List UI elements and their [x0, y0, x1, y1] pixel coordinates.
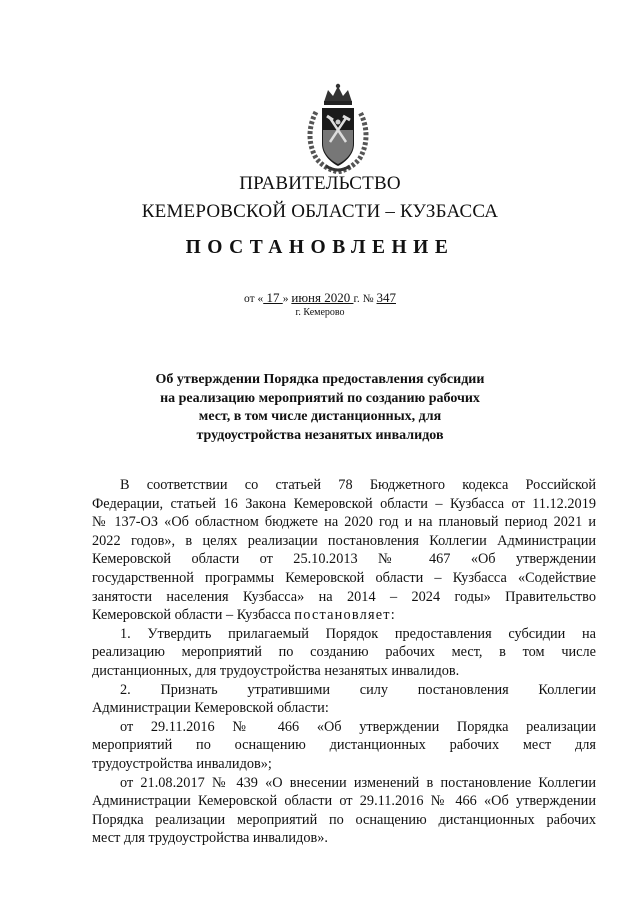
body-line: трудоустройства инвалидов»;: [92, 755, 272, 772]
body-line: Администрации Кемеровской области:: [92, 700, 329, 717]
body-line: В соответствии со статьей 78 Бюджетного кодекса Российской: [120, 477, 596, 493]
body-line: 2. Признать утратившими силу постановления Коллегии: [120, 681, 596, 698]
org-name-line-2: КЕМЕРОВСКОЙ ОБЛАСТИ – КУЗБАССА: [141, 201, 499, 222]
number-label: №: [362, 293, 374, 305]
document-body: [92, 476, 596, 848]
body-line: Порядка реализации мероприятий по оснащению дистанционных рабочих: [92, 811, 596, 828]
body-line: мероприятий по оснащению дистанционных рабочих мест для: [92, 737, 596, 754]
date-separator: »: [282, 293, 289, 305]
body-line: мест для трудоустройства инвалидов».: [92, 830, 328, 847]
body-line: государственной программы Кемеровской области – Кузбасса «Содействие: [92, 569, 596, 586]
body-line: 1. Утвердить прилагаемый Порядок предоставления субсидии на: [120, 625, 596, 642]
document-number: 347: [376, 290, 396, 305]
body-line: занятости населения Кузбасса» на 2014 – 2024 годы» Правительство: [92, 588, 596, 605]
title-line: трудоустройства незанятых инвалидов: [196, 427, 444, 443]
body-line: Федерации, статьей 16 Закона Кемеровской области – Кузбасса от 11.12.2019: [92, 495, 596, 512]
document-type: ПОСТАНОВЛЕНИЕ: [185, 237, 455, 258]
title-line: мест, в том числе дистанционных, для: [198, 409, 442, 424]
org-name-line-1: ПРАВИТЕЛЬСТВО: [239, 173, 401, 194]
body-text: Кемеровской области – Кузбасса: [92, 607, 295, 624]
body-line: от 29.11.2016 № 466 «Об утверждении Порядка реализации: [120, 718, 596, 735]
body-line: Кемеровской области от 25.10.2013 № 467 «Об утверждении: [92, 551, 596, 568]
body-line: дистанционных, для трудоустройства незанятых инвалидов.: [92, 662, 460, 679]
document-title: [0, 371, 640, 445]
date-from-label: от «: [243, 293, 264, 305]
title-line: на реализацию мероприятий по созданию рабочих: [160, 390, 480, 406]
city: г. Кемерово: [295, 307, 345, 318]
date-line: [0, 290, 640, 306]
date-day: 17: [263, 290, 283, 305]
body-line: [92, 606, 596, 625]
date-month-year: июня 2020: [291, 290, 354, 305]
year-suffix: г.: [353, 293, 360, 305]
body-line: № 137-ОЗ «Об областном бюджете на 2020 год и на плановый период 2021 и: [92, 514, 596, 531]
body-line: Администрации Кемеровской области от 29.11.2016 № 466 «Об утверждении: [92, 793, 596, 810]
resolves-word: постановляет:: [294, 607, 396, 624]
title-line: Об утверждении Порядка предоставления субсидии: [155, 372, 485, 387]
body-line: реализацию мероприятий по созданию рабочих мест, в том числе: [92, 644, 596, 661]
coat-of-arms-icon: [302, 82, 374, 174]
body-line: от 21.08.2017 № 439 «О внесении изменений в постановление Коллегии: [120, 774, 596, 791]
body-line: 2022 годов», в целях реализации постановления Коллегии Администрации: [92, 532, 596, 549]
